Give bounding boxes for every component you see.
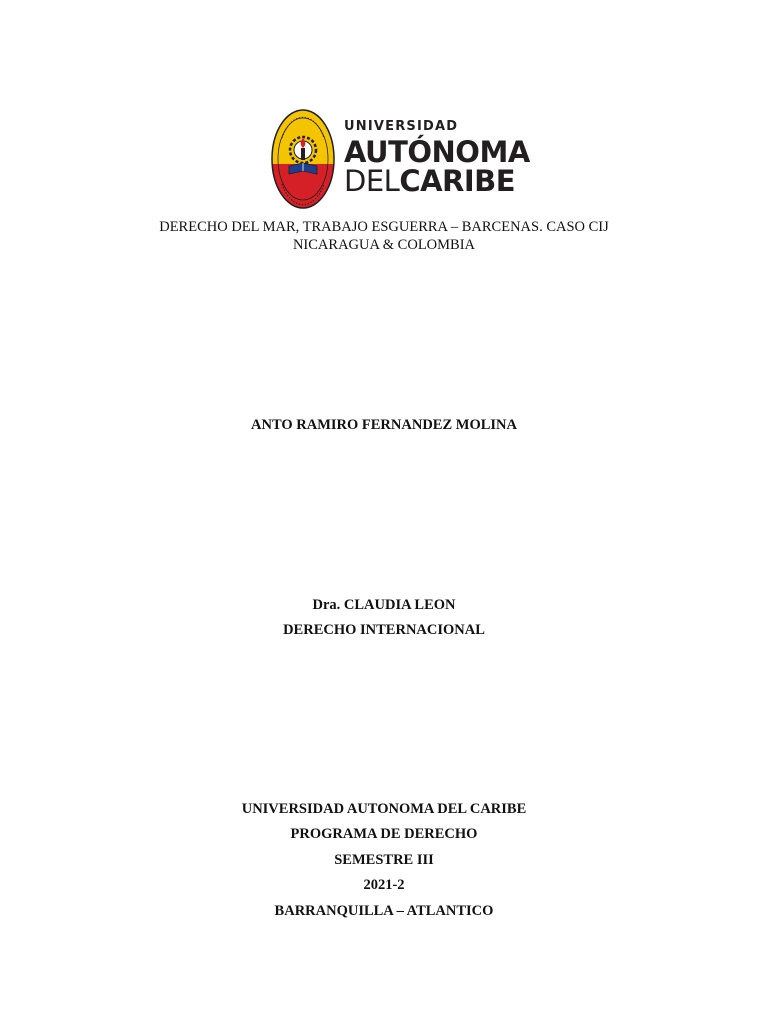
footer-period: 2021-2 (363, 877, 405, 893)
footer-semester: SEMESTRE III (334, 852, 434, 868)
title-line-1: DERECHO DEL MAR, TRABAJO ESGUERRA – BARCENAS. CASO CIJ (159, 219, 609, 235)
logo-line-del-caribe (344, 164, 530, 198)
logo-wordmark (344, 120, 530, 196)
university-seal-icon (270, 108, 340, 210)
footer-city: BARRANQUILLA – ATLANTICO (274, 903, 494, 919)
title-line-2: NICARAGUA & COLOMBIA (292, 237, 476, 253)
professor-name: Dra. CLAUDIA LEON (312, 597, 456, 613)
author-name: ANTO RAMIRO FERNANDEZ MOLINA (251, 417, 517, 433)
logo-line-autonoma: AUTÓNOMA (344, 135, 530, 169)
logo-line-universidad: UNIVERSIDAD (344, 119, 459, 134)
logo-line-del: DEL (344, 164, 400, 198)
footer-university: UNIVERSIDAD AUTONOMA DEL CARIBE (241, 801, 527, 817)
course-name: DERECHO INTERNACIONAL (283, 622, 485, 638)
logo-line-caribe: CARIBE (399, 164, 516, 198)
footer-program: PROGRAMA DE DERECHO (290, 826, 478, 842)
university-logo (270, 108, 530, 210)
